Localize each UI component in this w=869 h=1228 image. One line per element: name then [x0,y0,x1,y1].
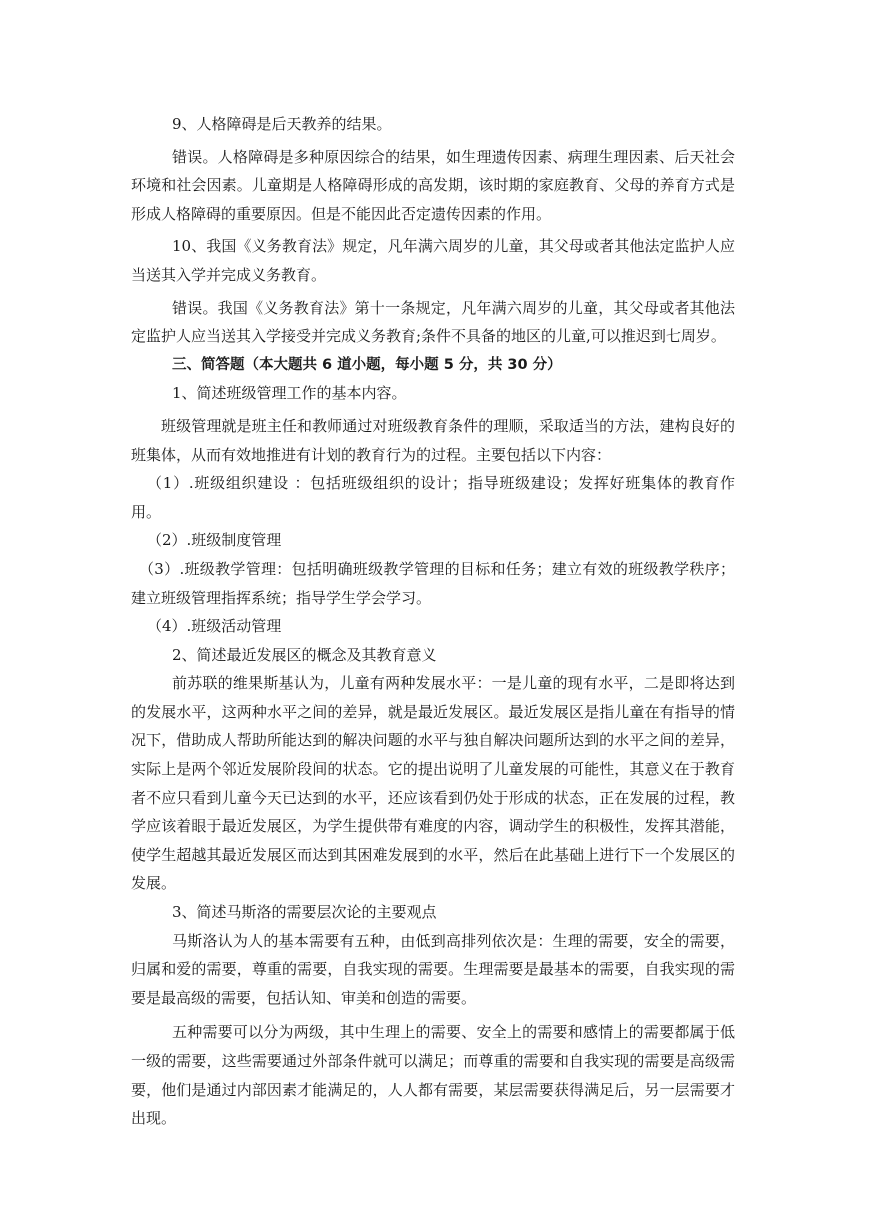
s1-item-1: （1）.班级组织建设 ：包括班级组织的设计；指导班级建设；发挥好班集体的教育作用。 [131,474,735,521]
s3-paragraph-2: 五种需要可以分为两级，其中生理上的需要、安全上的需要和感情上的需要都属于低一级的需要，这些需要通过外部条件就可以满足；而尊重的需要和自我实现的需要是高级需要，他们是通过内部因素才能满足的，人人都有需要，某层需要获得满足后，另一层需要才出现。 [131,1023,735,1128]
s1-item-2: （2）.班级制度管理 [147,531,282,550]
q10-title: 10、我国《义务教育法》规定，凡年满六周岁的儿童，其父母或者其他法定监护人应当送其入学并完成义务教育。 [131,237,735,284]
s1-item-3: （3）.班级教学管理：包括明确班级教学管理的目标和任务；建立有效的班级教学秩序；建立班级管理指挥系统；指导学生学会学习。 [131,559,735,607]
s2-answer: 前苏联的维果斯基认为，儿童有两种发展水平：一是儿童的现有水平，二是即将达到的发展水平，这两种水平之间的差异，就是最近发展区。最近发展区是指儿童在有指导的情况下，借助成人帮助所能达到的解决问题的水平与独自解决问题所达到的水平之间的差异，实际上是两个邻近发展阶段间的状态。它的提出说明了儿童发展的可能性，其意义在于教育者不应只看到儿童今天已达到的水平，还应该看到仍处于形成的状态，正在发展的过程，教学应该着眼于最近发展区，为学生提供带有难度的内容，调动学生的积极性，发挥其潜能，使学生超越其最近发展区而达到其困难发展到的水平，然后在此基础上进行下一个发展区的发展。 [131,674,735,893]
section-heading: 三、简答题（本大题共 6 道小题，每小题 5 分，共 30 分） [172,356,562,373]
s1-item-4: （4）.班级活动管理 [147,617,282,636]
q9-answer: 错误。人格障碍是多种原因综合的结果，如生理遗传因素、病理生理因素、后天社会环境和社会因素。儿童期是人格障碍形成的高发期，该时期的家庭教育、父母的养育方式是形成人格障碍的重要原因。但是不能因此否定遗传因素的作用。 [131,147,735,223]
s1-title: 1、简述班级管理工作的基本内容。 [172,384,407,403]
q10-answer: 错误。我国《义务教育法》第十一条规定，凡年满六周岁的儿童，其父母或者其他法定监护人应当送其入学接受并完成义务教育;条件不具备的地区的儿童,可以推迟到七周岁。 [131,298,735,346]
s3-title: 3、简述马斯洛的需要层次论的主要观点 [172,903,437,922]
s3-paragraph-1: 马斯洛认为人的基本需要有五种，由低到高排列依次是：生理的需要，安全的需要，归属和爱的需要，尊重的需要，自我实现的需要。生理需要是最基本的需要，自我实现的需要是最高级的需要，包括认知、审美和创造的需要。 [131,931,735,1007]
s1-intro: 班级管理就是班主任和教师通过对班级教育条件的理顺，采取适当的方法，建构良好的班集体，从而有效地推进有计划的教育行为的过程。主要包括以下内容： [131,416,735,464]
document-body [131,110,735,1133]
s2-title: 2、简述最近发展区的概念及其教育意义 [172,645,437,664]
q9-title: 9、人格障碍是后天教养的结果。 [172,115,392,133]
